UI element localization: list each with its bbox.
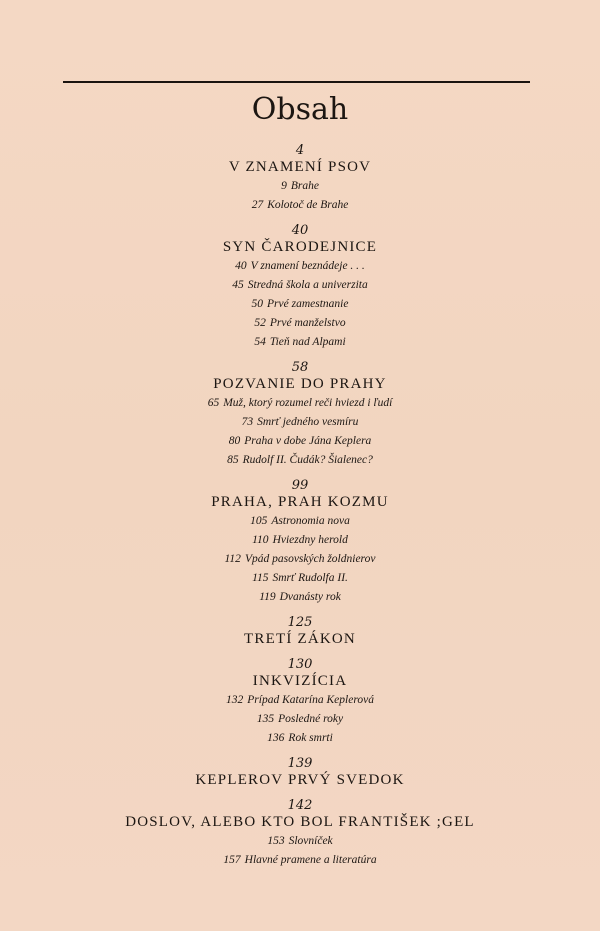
toc-entry: [0, 832, 600, 851]
entry-page-number: 73: [241, 416, 254, 428]
top-rule: [63, 81, 530, 83]
part-page-number: 99: [291, 478, 309, 493]
entry-title: Tieň nad Alpami: [269, 336, 346, 348]
toc-part: [0, 478, 600, 607]
entry-title: Hlavné pramene a literatúra: [244, 854, 377, 866]
toc-part: [0, 615, 600, 649]
part-title: POZVANIE DO PRAHY: [213, 376, 387, 392]
entry-page-number: 153: [267, 835, 285, 847]
toc-entry: [0, 710, 600, 729]
entry-title: Muž, ktorý rozumel reči hviezd i ľudí: [223, 397, 393, 409]
toc-entry: [0, 276, 600, 295]
part-page-number: 125: [287, 615, 313, 630]
entry-title: Astronomia nova: [271, 515, 350, 527]
toc-entry: [0, 512, 600, 531]
entry-page-number: 105: [250, 515, 268, 527]
entry-page-number: 50: [251, 298, 264, 310]
entry-title: Smrť jedného vesmíru: [257, 416, 359, 428]
entry-page-number: 132: [226, 694, 244, 706]
toc-entry: [0, 295, 600, 314]
toc-entry: [0, 413, 600, 432]
toc-entry: [0, 394, 600, 413]
toc-entry: [0, 851, 600, 870]
part-page-number: 4: [295, 143, 305, 158]
part-page-number: 130: [287, 657, 313, 672]
entry-title: Stredná škola a univerzita: [247, 279, 368, 291]
part-title: PRAHA, PRAH KOZMU: [211, 494, 389, 510]
toc-entry: [0, 257, 600, 276]
entry-title: Rudolf II. Čudák? Šialenec?: [242, 454, 373, 466]
part-page-number: 40: [291, 223, 309, 238]
entry-title: Posledné roky: [278, 713, 344, 725]
entry-page-number: 9: [281, 180, 287, 192]
entry-title: V znamení beznádeje . . .: [250, 260, 365, 272]
entry-title: Slovníček: [288, 835, 333, 847]
entry-title: Smrť Rudolfa II.: [272, 572, 348, 584]
table-of-contents: [0, 143, 600, 878]
toc-entry: [0, 569, 600, 588]
entry-page-number: 112: [224, 553, 241, 565]
toc-part: [0, 143, 600, 215]
toc-entry: [0, 432, 600, 451]
toc-entry: [0, 691, 600, 710]
entry-page-number: 115: [252, 572, 269, 584]
part-page-number: 142: [287, 798, 313, 813]
entry-title: Hviezdny herold: [272, 534, 348, 546]
entry-page-number: 85: [227, 454, 239, 466]
toc-part: [0, 223, 600, 352]
entry-page-number: 136: [267, 732, 285, 744]
entry-page-number: 80: [228, 435, 241, 447]
entry-title: Prípad Katarína Keplerová: [247, 694, 374, 706]
entry-title: Kolotoč de Brahe: [267, 199, 349, 211]
part-title: INKVIZÍCIA: [252, 673, 348, 689]
toc-entry: [0, 550, 600, 569]
part-page-number: 139: [287, 756, 313, 771]
entry-title: Dvanásty rok: [279, 591, 341, 603]
toc-entry: [0, 451, 600, 470]
toc-entry: [0, 729, 600, 748]
toc-part: [0, 360, 600, 470]
part-title: TRETÍ ZÁKON: [244, 631, 356, 647]
toc-part: [0, 798, 600, 870]
toc-entry: [0, 588, 600, 607]
entry-page-number: 157: [223, 854, 241, 866]
entry-page-number: 135: [256, 713, 275, 725]
toc-entry: [0, 177, 600, 196]
part-title: SYN ČARODEJNICE: [222, 239, 378, 255]
entry-title: Vpád pasovských žoldnierov: [244, 553, 376, 565]
entry-page-number: 65: [207, 397, 220, 409]
entry-page-number: 54: [254, 336, 266, 348]
entry-title: Rok smrti: [288, 732, 333, 744]
entry-title: Prvé zamestnanie: [267, 298, 349, 310]
entry-page-number: 40: [235, 260, 247, 272]
toc-entry: [0, 333, 600, 352]
entry-title: Prvé manželstvo: [269, 317, 346, 329]
entry-title: Praha v dobe Jána Keplera: [244, 435, 372, 447]
entry-page-number: 45: [232, 279, 244, 291]
entry-title: Brahe: [290, 180, 319, 192]
entry-page-number: 119: [259, 591, 276, 603]
toc-entry: [0, 531, 600, 550]
toc-entry: [0, 314, 600, 333]
toc-part: [0, 756, 600, 790]
part-title: KEPLEROV PRVÝ SVEDOK: [195, 772, 405, 788]
toc-part: [0, 657, 600, 748]
entry-page-number: 52: [254, 317, 266, 329]
page-title: Obsah: [251, 92, 349, 127]
entry-page-number: 110: [252, 534, 269, 546]
part-page-number: 58: [291, 360, 309, 375]
part-title: DOSLOV, ALEBO KTO BOL FRANTIŠEK ;GEL: [125, 814, 475, 830]
toc-entry: [0, 196, 600, 215]
part-title: V ZNAMENÍ PSOV: [228, 159, 372, 175]
entry-page-number: 27: [251, 199, 264, 211]
